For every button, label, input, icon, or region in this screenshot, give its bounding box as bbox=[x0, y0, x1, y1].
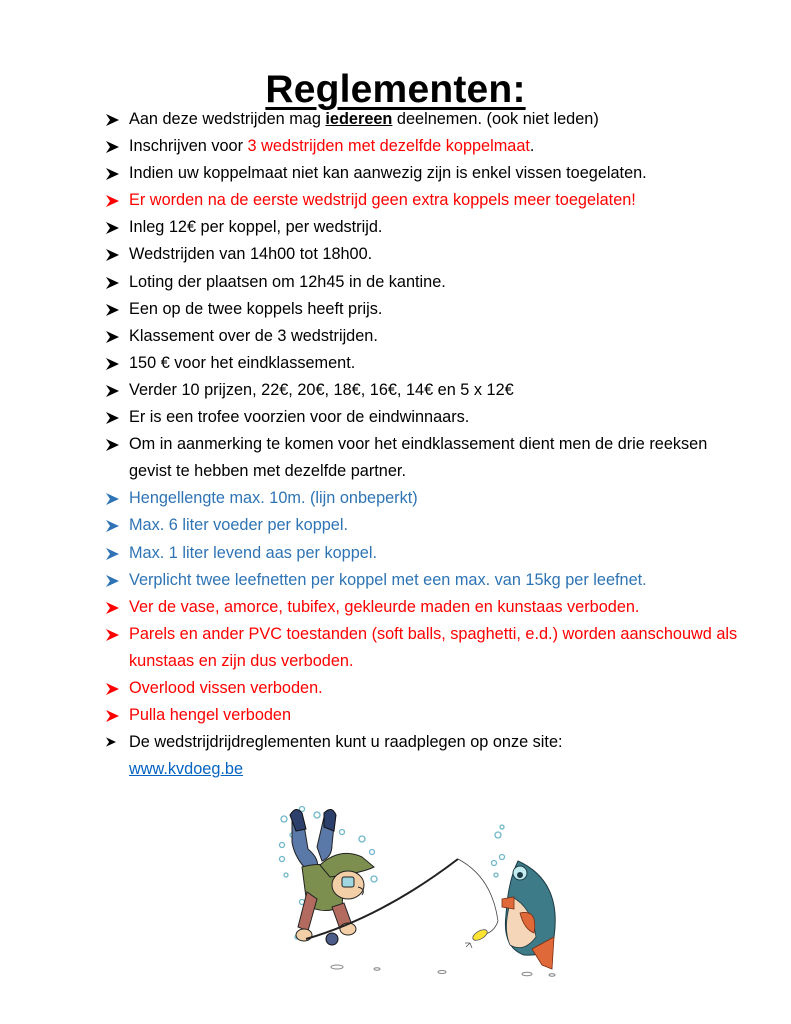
arrow-bullet-icon bbox=[106, 296, 122, 323]
rule-text: Er worden na de eerste wedstrijd geen extra koppels meer toegelaten! bbox=[129, 191, 636, 210]
arrow-bullet-icon-shape bbox=[106, 710, 119, 722]
arrow-bullet-icon bbox=[106, 187, 122, 214]
rule-text: Verplicht twee leefnetten per koppel met een max. van 15kg per leefnet. bbox=[129, 570, 647, 589]
arrow-bullet-icon bbox=[106, 269, 122, 296]
rule-text: deelnemen. (ook niet leden) bbox=[392, 110, 599, 128]
arrow-bullet-icon-shape bbox=[106, 683, 119, 695]
arrow-bullet-icon-shape bbox=[106, 222, 119, 234]
arrow-bullet-icon bbox=[106, 106, 122, 133]
arrow-bullet-icon-shape bbox=[106, 737, 116, 747]
arrow-bullet-icon bbox=[106, 431, 122, 458]
emphasis-text: iedereen bbox=[325, 110, 393, 128]
rule-item bbox=[106, 106, 746, 133]
rule-text: Verder 10 prijzen, 22€, 20€, 18€, 16€, 14€ en 5 x 12€ bbox=[129, 380, 514, 399]
rule-text: Max. 6 liter voeder per koppel. bbox=[129, 516, 349, 535]
rule-text: Inschrijven voor bbox=[129, 137, 248, 156]
rule-item bbox=[106, 594, 746, 621]
rule-text: . bbox=[529, 137, 535, 156]
arrow-bullet-icon bbox=[106, 377, 122, 404]
arrow-bullet-icon bbox=[106, 702, 122, 729]
fishing-reel bbox=[326, 933, 338, 945]
rule-text: 3 wedstrijden met dezelfde koppelmaat bbox=[247, 137, 530, 156]
arrow-bullet-icon bbox=[106, 350, 122, 377]
arrow-bullet-icon bbox=[106, 214, 122, 241]
rules-list bbox=[106, 106, 746, 783]
rule-text: 150 € voor het eindklassement. bbox=[129, 353, 356, 372]
arrow-bullet-icon bbox=[106, 729, 122, 756]
rule-text: Inleg 12€ per koppel, per wedstrijd. bbox=[129, 218, 383, 237]
fishing-lure bbox=[471, 928, 489, 943]
cartoon-diver-fishing-icon bbox=[262, 797, 568, 983]
arrow-bullet-icon-shape bbox=[106, 575, 119, 587]
arrow-bullet-icon bbox=[106, 241, 122, 268]
arrow-bullet-icon bbox=[106, 675, 122, 702]
rule-item bbox=[106, 567, 746, 594]
arrow-bullet-icon bbox=[106, 323, 122, 350]
rule-item bbox=[106, 323, 746, 350]
arrow-bullet-icon bbox=[106, 594, 122, 621]
rule-text: De wedstrijdrijdreglementen kunt u raadplegen op onze site: bbox=[129, 733, 563, 752]
rule-item bbox=[106, 133, 746, 160]
arrow-bullet-icon bbox=[106, 160, 122, 187]
rule-text: Parels en ander PVC toestanden (soft balls, spaghetti, e.d.) worden aanschouwd als kunstaas en zijn dus verboden. bbox=[129, 624, 738, 670]
rule-item bbox=[106, 241, 746, 268]
arrow-bullet-icon-shape bbox=[106, 249, 119, 261]
arrow-bullet-icon-shape bbox=[106, 385, 119, 397]
arrow-bullet-icon-shape bbox=[106, 439, 119, 451]
rule-item bbox=[106, 621, 746, 675]
rule-text: Er is een trofee voorzien voor de eindwinnaars. bbox=[129, 408, 470, 427]
rule-text: Om in aanmerking te komen voor het eindklassement dient men de drie reeksen gevist te hebben met dezelfde partner. bbox=[129, 435, 708, 481]
rule-item bbox=[106, 160, 746, 187]
website-link[interactable]: www.kvdoeg.be bbox=[129, 760, 244, 779]
arrow-bullet-icon bbox=[106, 512, 122, 539]
rule-item bbox=[106, 187, 746, 214]
rule-item bbox=[106, 431, 746, 485]
arrow-bullet-icon bbox=[106, 567, 122, 594]
page-title: Reglementen: bbox=[265, 68, 526, 112]
arrow-bullet-icon bbox=[106, 485, 122, 512]
arrow-bullet-icon bbox=[106, 621, 122, 648]
rule-item bbox=[106, 377, 746, 404]
rule-text: Max. 1 liter levend aas per koppel. bbox=[129, 543, 377, 562]
rule-text: Loting der plaatsen om 12h45 in de kantine. bbox=[129, 272, 446, 291]
rule-text: Indien uw koppelmaat niet kan aanwezig zijn is enkel vissen toegelaten. bbox=[129, 164, 647, 183]
rule-text: Hengellengte max. 10m. (lijn onbeperkt) bbox=[129, 489, 418, 508]
rule-text: Overlood vissen verboden. bbox=[129, 678, 323, 697]
arrow-bullet-icon-shape bbox=[106, 493, 119, 505]
arrow-bullet-icon-shape bbox=[106, 141, 119, 153]
rule-item bbox=[106, 350, 746, 377]
rule-item bbox=[106, 540, 746, 567]
arrow-bullet-icon-shape bbox=[106, 304, 119, 316]
rule-text: Ver de vase, amorce, tubifex, gekleurde maden en kunstaas verboden. bbox=[129, 597, 640, 616]
rule-item bbox=[106, 485, 746, 512]
rule-text: Klassement over de 3 wedstrijden. bbox=[129, 326, 378, 345]
rule-item bbox=[106, 269, 746, 296]
fishing-line bbox=[458, 859, 498, 935]
rule-text: Aan deze wedstrijden mag bbox=[129, 110, 326, 128]
arrow-bullet-icon-shape bbox=[106, 195, 119, 207]
arrow-bullet-icon-shape bbox=[106, 277, 119, 289]
rule-text: Wedstrijden van 14h00 tot 18h00. bbox=[129, 245, 373, 264]
rule-item bbox=[106, 702, 746, 729]
arrow-bullet-icon-shape bbox=[106, 629, 119, 641]
rule-item bbox=[106, 675, 746, 702]
arrow-bullet-icon-shape bbox=[106, 412, 119, 424]
arrow-bullet-icon-shape bbox=[106, 168, 119, 180]
arrow-bullet-icon-shape bbox=[106, 358, 119, 370]
arrow-bullet-icon-shape bbox=[106, 114, 119, 126]
arrow-bullet-icon-shape bbox=[106, 602, 119, 614]
rule-item bbox=[106, 512, 746, 539]
arrow-bullet-icon-shape bbox=[106, 331, 119, 343]
rule-text: Pulla hengel verboden bbox=[129, 706, 292, 725]
rule-item bbox=[106, 729, 746, 783]
arrow-bullet-icon bbox=[106, 404, 122, 431]
rule-item bbox=[106, 404, 746, 431]
arrow-bullet-icon bbox=[106, 540, 122, 567]
arrow-bullet-icon-shape bbox=[106, 520, 119, 532]
rule-item bbox=[106, 296, 746, 323]
arrow-bullet-icon-shape bbox=[106, 548, 119, 560]
arrow-bullet-icon bbox=[106, 133, 122, 160]
rule-item bbox=[106, 214, 746, 241]
rule-text: Een op de twee koppels heeft prijs. bbox=[129, 299, 383, 318]
